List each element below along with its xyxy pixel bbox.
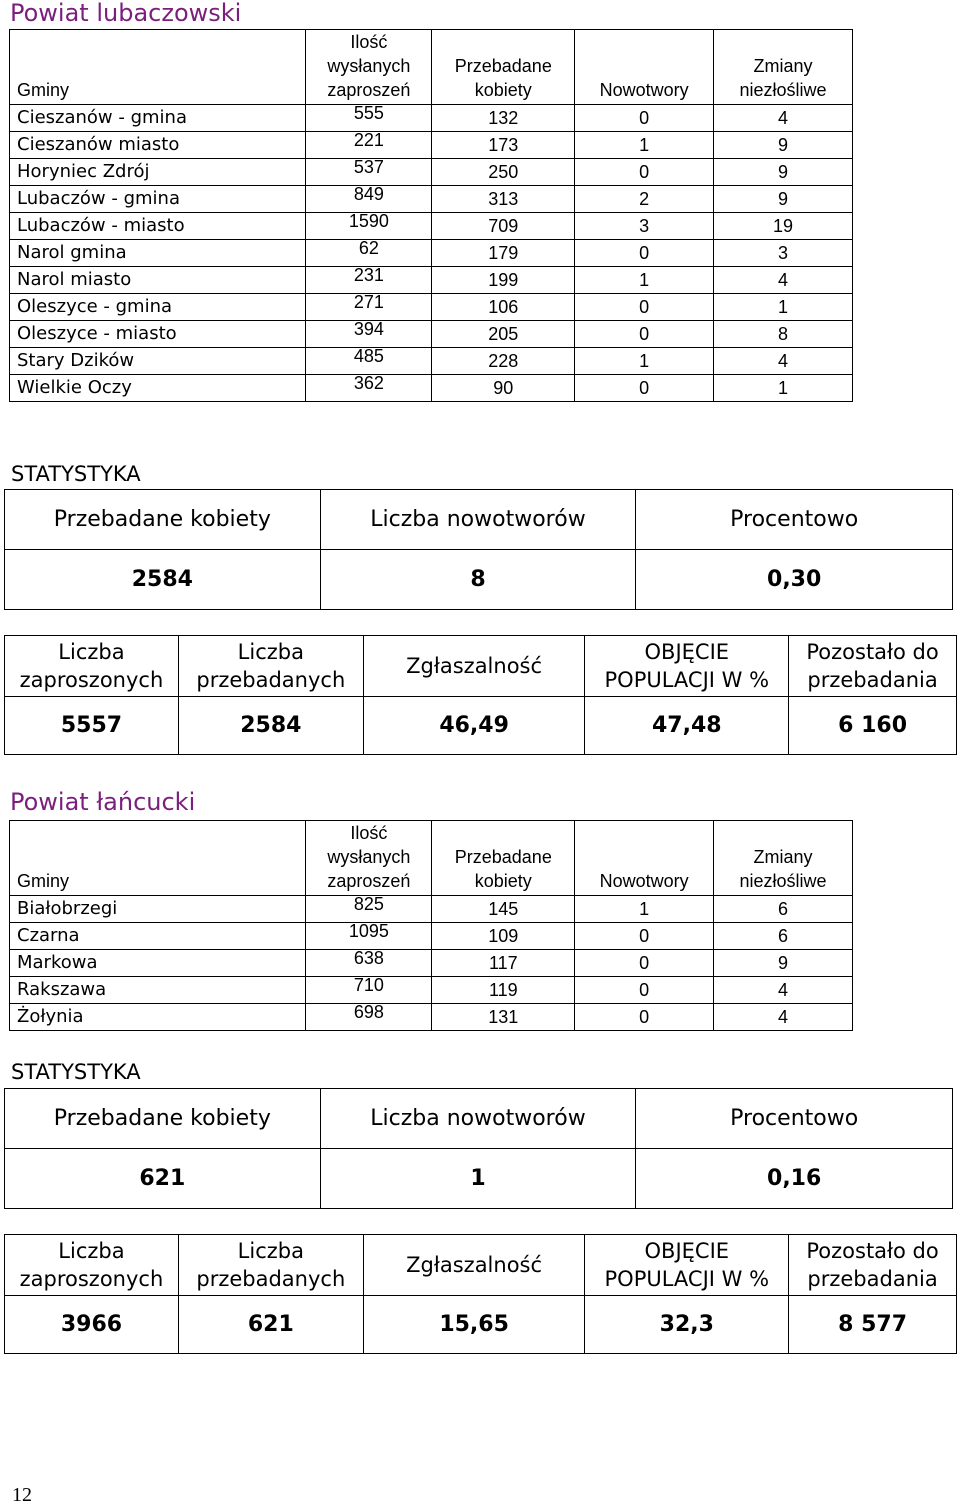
gmina-name: Stary Dzików	[10, 348, 306, 375]
zaproszenia-value: 555	[306, 105, 432, 132]
stats-value-procentowo: 0,16	[636, 1149, 953, 1209]
table-body	[10, 105, 853, 402]
przebadane-value: 205	[432, 321, 575, 348]
zaproszenia-value: 825	[306, 896, 432, 923]
przebadane-value: 709	[432, 213, 575, 240]
stats-value-przebadane: 621	[5, 1149, 321, 1209]
nowotwory-value: 0	[575, 375, 714, 402]
przebadane-value: 106	[432, 294, 575, 321]
table-row	[10, 267, 853, 294]
stats-header-nowotwory: Liczba nowotworów	[320, 1089, 636, 1149]
zmiany-value: 1	[714, 375, 853, 402]
gmina-name: Cieszanów - gmina	[10, 105, 306, 132]
gmina-name: Lubaczów - gmina	[10, 186, 306, 213]
coverage-header-zaproszonych: Liczba zaproszonych	[5, 1235, 179, 1296]
przebadane-value: 132	[432, 105, 575, 132]
zmiany-value: 19	[714, 213, 853, 240]
przebadane-value: 131	[432, 1004, 575, 1031]
nowotwory-value: 3	[575, 213, 714, 240]
coverage-value-objecie: 47,48	[585, 697, 789, 755]
przebadane-value: 90	[432, 375, 575, 402]
przebadane-value: 250	[432, 159, 575, 186]
nowotwory-value: 1	[575, 267, 714, 294]
table-row	[10, 375, 853, 402]
przebadane-value: 109	[432, 923, 575, 950]
przebadane-value: 145	[432, 896, 575, 923]
section-title-lancucki: Powiat łańcucki	[10, 788, 196, 816]
zaproszenia-value: 394	[306, 321, 432, 348]
gminy-table-lancucki	[9, 820, 853, 1031]
zmiany-value: 8	[714, 321, 853, 348]
table-row	[10, 213, 853, 240]
zmiany-value: 9	[714, 950, 853, 977]
nowotwory-value: 0	[575, 159, 714, 186]
zaproszenia-value: 537	[306, 159, 432, 186]
table-row	[10, 950, 853, 977]
stats-header-przebadane: Przebadane kobiety	[5, 1089, 321, 1149]
table-row	[10, 896, 853, 923]
coverage-table-lancucki	[4, 1234, 957, 1354]
table-row	[10, 132, 853, 159]
coverage-header-objecie: OBJĘCIE POPULACJI W %	[585, 1235, 789, 1296]
table-row	[10, 105, 853, 132]
stats-value-nowotwory: 1	[320, 1149, 636, 1209]
section-title-lubaczowski: Powiat lubaczowski	[10, 0, 242, 27]
przebadane-value: 119	[432, 977, 575, 1004]
stats-value-przebadane: 2584	[5, 550, 321, 610]
zaproszenia-value: 849	[306, 186, 432, 213]
table-row	[10, 923, 853, 950]
coverage-value-pozostalo: 8 577	[789, 1296, 957, 1354]
coverage-value-objecie: 32,3	[585, 1296, 789, 1354]
zaproszenia-value: 1590	[306, 213, 432, 240]
przebadane-value: 173	[432, 132, 575, 159]
table-row	[10, 159, 853, 186]
nowotwory-value: 0	[575, 105, 714, 132]
zmiany-value: 9	[714, 132, 853, 159]
zmiany-value: 4	[714, 1004, 853, 1031]
header-gminy: Gminy	[10, 30, 306, 105]
nowotwory-value: 0	[575, 950, 714, 977]
gmina-name: Markowa	[10, 950, 306, 977]
zaproszenia-value: 231	[306, 267, 432, 294]
header-nowotwory: Nowotwory	[575, 30, 714, 105]
coverage-value-przebadanych: 2584	[178, 697, 363, 755]
zmiany-value: 9	[714, 186, 853, 213]
header-zaproszenia: Ilość wysłanych zaproszeń	[306, 821, 432, 896]
przebadane-value: 199	[432, 267, 575, 294]
nowotwory-value: 0	[575, 240, 714, 267]
gmina-name: Wielkie Oczy	[10, 375, 306, 402]
page-number: 12	[12, 1484, 32, 1506]
gmina-name: Horyniec Zdrój	[10, 159, 306, 186]
zmiany-value: 3	[714, 240, 853, 267]
gmina-name: Narol gmina	[10, 240, 306, 267]
stats-header-nowotwory: Liczba nowotworów	[320, 490, 636, 550]
coverage-value-zglaszalnosc: 46,49	[363, 697, 585, 755]
coverage-value-pozostalo: 6 160	[789, 697, 957, 755]
table-body	[10, 896, 853, 1031]
gmina-name: Oleszyce - miasto	[10, 321, 306, 348]
stats-header-przebadane: Przebadane kobiety	[5, 490, 321, 550]
przebadane-value: 228	[432, 348, 575, 375]
gmina-name: Lubaczów - miasto	[10, 213, 306, 240]
table-header-row	[10, 30, 853, 105]
coverage-header-pozostalo: Pozostało do przebadania	[789, 636, 957, 697]
header-zmiany: Zmiany niezłośliwe	[714, 30, 853, 105]
table-row	[10, 348, 853, 375]
gmina-name: Białobrzegi	[10, 896, 306, 923]
zaproszenia-value: 221	[306, 132, 432, 159]
zmiany-value: 1	[714, 294, 853, 321]
gmina-name: Narol miasto	[10, 267, 306, 294]
zaproszenia-value: 710	[306, 977, 432, 1004]
table-row	[10, 186, 853, 213]
gminy-table-lubaczowski	[9, 29, 853, 402]
coverage-header-zaproszonych: Liczba zaproszonych	[5, 636, 179, 697]
coverage-header-przebadanych: Liczba przebadanych	[178, 636, 363, 697]
table-row	[10, 294, 853, 321]
coverage-header-objecie: OBJĘCIE POPULACJI W %	[585, 636, 789, 697]
nowotwory-value: 2	[575, 186, 714, 213]
przebadane-value: 313	[432, 186, 575, 213]
zmiany-value: 4	[714, 267, 853, 294]
zaproszenia-value: 698	[306, 1004, 432, 1031]
nowotwory-value: 0	[575, 294, 714, 321]
zmiany-value: 4	[714, 105, 853, 132]
zaproszenia-value: 485	[306, 348, 432, 375]
header-zmiany: Zmiany niezłośliwe	[714, 821, 853, 896]
zaproszenia-value: 638	[306, 950, 432, 977]
table-row	[10, 321, 853, 348]
header-gminy: Gminy	[10, 821, 306, 896]
gmina-name: Cieszanów miasto	[10, 132, 306, 159]
coverage-header-zglaszalnosc: Zgłaszalność	[363, 636, 585, 697]
coverage-value-zaproszonych: 3966	[5, 1296, 179, 1354]
stats-label: STATYSTYKA	[11, 462, 141, 486]
table-header-row	[10, 821, 853, 896]
coverage-header-zglaszalnosc: Zgłaszalność	[363, 1235, 585, 1296]
zaproszenia-value: 362	[306, 375, 432, 402]
zaproszenia-value: 271	[306, 294, 432, 321]
zmiany-value: 6	[714, 923, 853, 950]
stats-value-nowotwory: 8	[320, 550, 636, 610]
coverage-value-zaproszonych: 5557	[5, 697, 179, 755]
coverage-header-pozostalo: Pozostało do przebadania	[789, 1235, 957, 1296]
zmiany-value: 9	[714, 159, 853, 186]
nowotwory-value: 0	[575, 1004, 714, 1031]
stats-header-procentowo: Procentowo	[636, 1089, 953, 1149]
zmiany-value: 6	[714, 896, 853, 923]
stats-header-procentowo: Procentowo	[636, 490, 953, 550]
gmina-name: Żołynia	[10, 1004, 306, 1031]
zaproszenia-value: 1095	[306, 923, 432, 950]
gmina-name: Rakszawa	[10, 977, 306, 1004]
gmina-name: Oleszyce - gmina	[10, 294, 306, 321]
stats-table-lancucki	[4, 1088, 953, 1209]
zmiany-value: 4	[714, 348, 853, 375]
coverage-value-zglaszalnosc: 15,65	[363, 1296, 585, 1354]
nowotwory-value: 0	[575, 923, 714, 950]
table-row	[10, 1004, 853, 1031]
stats-value-procentowo: 0,30	[636, 550, 953, 610]
stats-label: STATYSTYKA	[11, 1060, 141, 1084]
header-przebadane: Przebadane kobiety	[432, 30, 575, 105]
nowotwory-value: 1	[575, 348, 714, 375]
nowotwory-value: 1	[575, 896, 714, 923]
header-nowotwory: Nowotwory	[575, 821, 714, 896]
table-row	[10, 977, 853, 1004]
coverage-header-przebadanych: Liczba przebadanych	[178, 1235, 363, 1296]
coverage-value-przebadanych: 621	[178, 1296, 363, 1354]
nowotwory-value: 0	[575, 321, 714, 348]
nowotwory-value: 0	[575, 977, 714, 1004]
stats-table-lubaczowski	[4, 489, 953, 610]
nowotwory-value: 1	[575, 132, 714, 159]
gmina-name: Czarna	[10, 923, 306, 950]
table-row	[10, 240, 853, 267]
coverage-table-lubaczowski	[4, 635, 957, 755]
header-przebadane: Przebadane kobiety	[432, 821, 575, 896]
header-zaproszenia: Ilość wysłanych zaproszeń	[306, 30, 432, 105]
przebadane-value: 117	[432, 950, 575, 977]
przebadane-value: 179	[432, 240, 575, 267]
zmiany-value: 4	[714, 977, 853, 1004]
zaproszenia-value: 62	[306, 240, 432, 267]
